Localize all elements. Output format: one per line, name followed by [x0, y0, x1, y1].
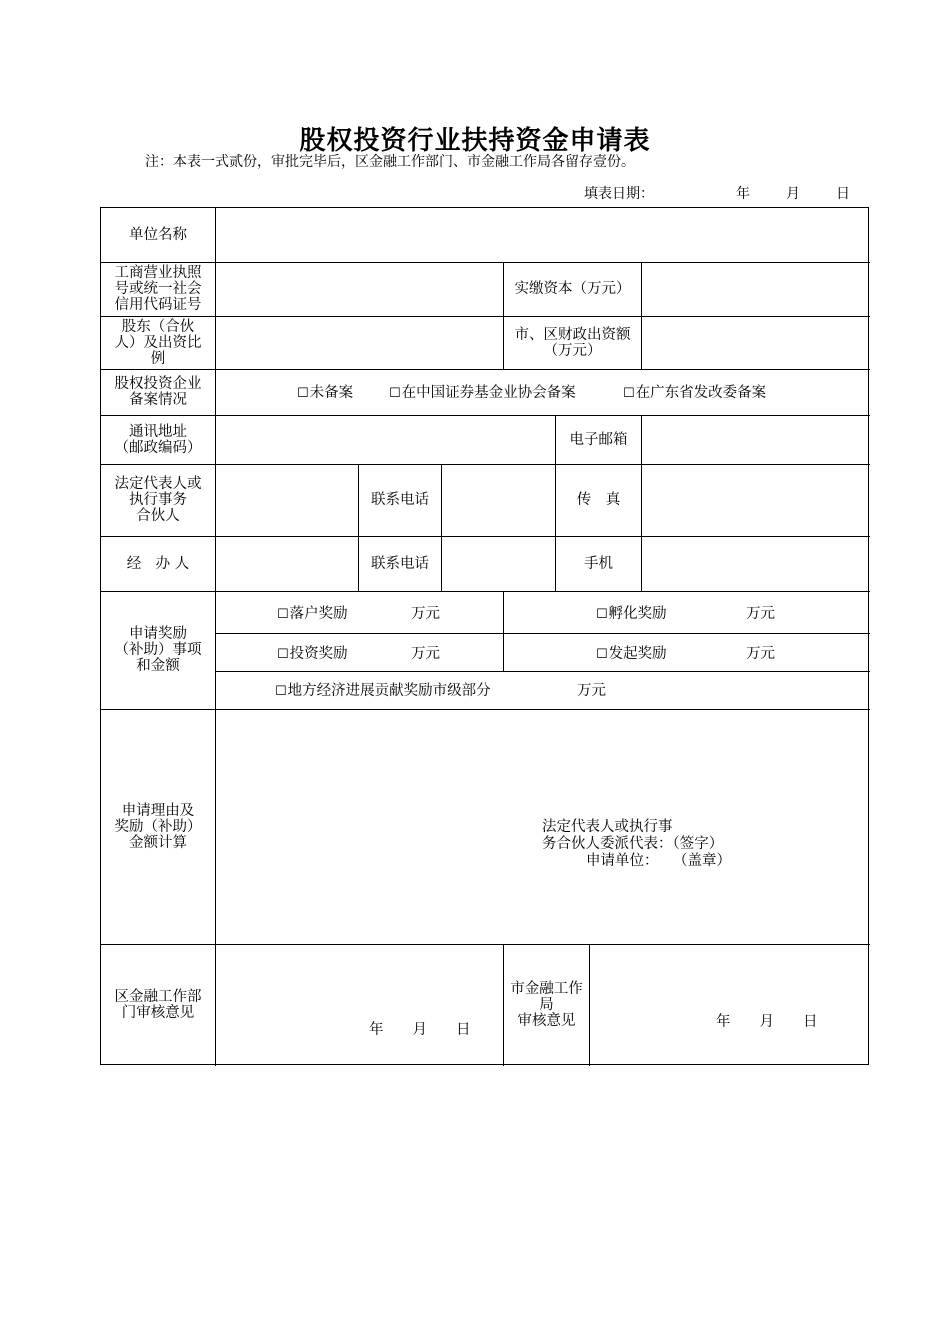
district-review-date: 年 月 日 — [369, 1022, 471, 1038]
settlement-award-unit: 万元 — [411, 606, 440, 622]
checkbox-icon: ☐ — [275, 684, 287, 699]
label-paid-capital: 实缴资本（万元） — [514, 281, 631, 297]
checkbox-icon: ☐ — [596, 607, 608, 622]
label-legal-rep-phone: 联系电话 — [371, 492, 429, 508]
col-divider — [503, 591, 504, 671]
investment-award-unit: 万元 — [411, 646, 440, 662]
input-city-review[interactable] — [590, 944, 870, 1066]
checkbox-not-filed[interactable]: ☐未备案 — [297, 385, 354, 401]
signature-line-3: 申请单位： （盖章） — [586, 853, 731, 869]
label-license-number: 工商营业执照 号或统一社会 信用代码证号 — [114, 265, 202, 313]
label-mobile: 手机 — [584, 555, 613, 572]
label-application-items: 申请奖励 （补助）事项 和金额 — [114, 626, 202, 674]
row-divider — [101, 591, 870, 592]
input-mobile[interactable] — [642, 536, 870, 591]
input-email[interactable] — [642, 415, 870, 464]
checkbox-investment-award[interactable]: ☐投资奖励 — [277, 646, 348, 662]
fill-date-month[interactable]: 月 — [786, 186, 800, 202]
label-fax: 传 真 — [576, 492, 621, 508]
label-gov-funding: 市、区财政出资额 （万元） — [514, 326, 631, 359]
page-title: 股权投资行业扶持资金申请表 — [299, 126, 651, 156]
checkbox-initiation-award[interactable]: ☐发起奖励 — [596, 646, 667, 662]
label-legal-rep: 法定代表人或 执行事务 合伙人 — [114, 476, 202, 524]
label-handler: 经 办 人 — [126, 555, 190, 572]
signature-line-2: 务合伙人委派代表：（签字） — [542, 836, 724, 852]
checkbox-incubation-award[interactable]: ☐孵化奖励 — [596, 606, 667, 622]
input-handler-phone[interactable] — [442, 536, 555, 591]
input-paid-capital[interactable] — [642, 262, 870, 316]
row-divider — [101, 369, 870, 370]
signature-line-1: 法定代表人或执行事 — [542, 819, 673, 835]
checkbox-icon: ☐ — [623, 386, 635, 401]
label-unit-name: 单位名称 — [129, 227, 187, 243]
fill-date-day[interactable]: 日 — [836, 186, 850, 202]
label-email: 电子邮箱 — [569, 431, 628, 448]
input-fax[interactable] — [642, 464, 870, 536]
fill-date-label: 填表日期： — [584, 186, 654, 202]
form-note: 注：本表一式贰份，审批完毕后，区金融工作部门、市金融工作局各留存壹份。 — [145, 154, 635, 170]
label-handler-phone: 联系电话 — [371, 555, 429, 572]
incubation-award-unit: 万元 — [746, 606, 775, 622]
checkbox-icon: ☐ — [389, 386, 401, 401]
checkbox-icon: ☐ — [277, 647, 289, 662]
checkbox-icon: ☐ — [596, 647, 608, 662]
label-address: 通讯地址 （邮政编码） — [114, 423, 202, 456]
input-gov-funding[interactable] — [642, 316, 870, 369]
input-legal-rep-phone[interactable] — [442, 464, 555, 536]
checkbox-icon: ☐ — [297, 386, 309, 401]
city-review-date: 年 月 日 — [716, 1014, 818, 1030]
checkbox-filed-amac[interactable]: ☐在中国证券基金业协会备案 — [389, 385, 576, 401]
input-legal-rep[interactable] — [216, 464, 358, 536]
row-divider — [216, 671, 870, 672]
label-district-review: 区金融工作部 门审核意见 — [114, 989, 202, 1021]
input-shareholders[interactable] — [216, 316, 503, 369]
input-district-review[interactable] — [216, 944, 503, 1066]
input-handler[interactable] — [216, 536, 358, 591]
input-unit-name[interactable] — [216, 208, 870, 262]
checkbox-local-economy-award[interactable]: ☐地方经济进展贡献奖励市级部分 — [275, 683, 491, 699]
checkbox-settlement-award[interactable]: ☐落户奖励 — [277, 606, 348, 622]
label-city-review: 市金融工作 局 审核意见 — [510, 981, 583, 1029]
application-form — [100, 207, 869, 1065]
local-economy-award-unit: 万元 — [577, 683, 606, 699]
initiation-award-unit: 万元 — [746, 646, 775, 662]
checkbox-icon: ☐ — [277, 607, 289, 622]
fill-date-year[interactable]: 年 — [736, 186, 750, 202]
label-shareholders: 股东（合伙 人）及出资比 例 — [114, 318, 202, 367]
input-address[interactable] — [216, 415, 555, 464]
label-application-reason: 申请理由及 奖励（补助） 金额计算 — [114, 802, 202, 851]
input-license-number[interactable] — [216, 262, 503, 316]
checkbox-filed-gd-ndrc[interactable]: ☐在广东省发改委备案 — [623, 385, 767, 401]
row-divider — [216, 633, 870, 634]
label-filing-status: 股权投资企业 备案情况 — [114, 376, 202, 408]
